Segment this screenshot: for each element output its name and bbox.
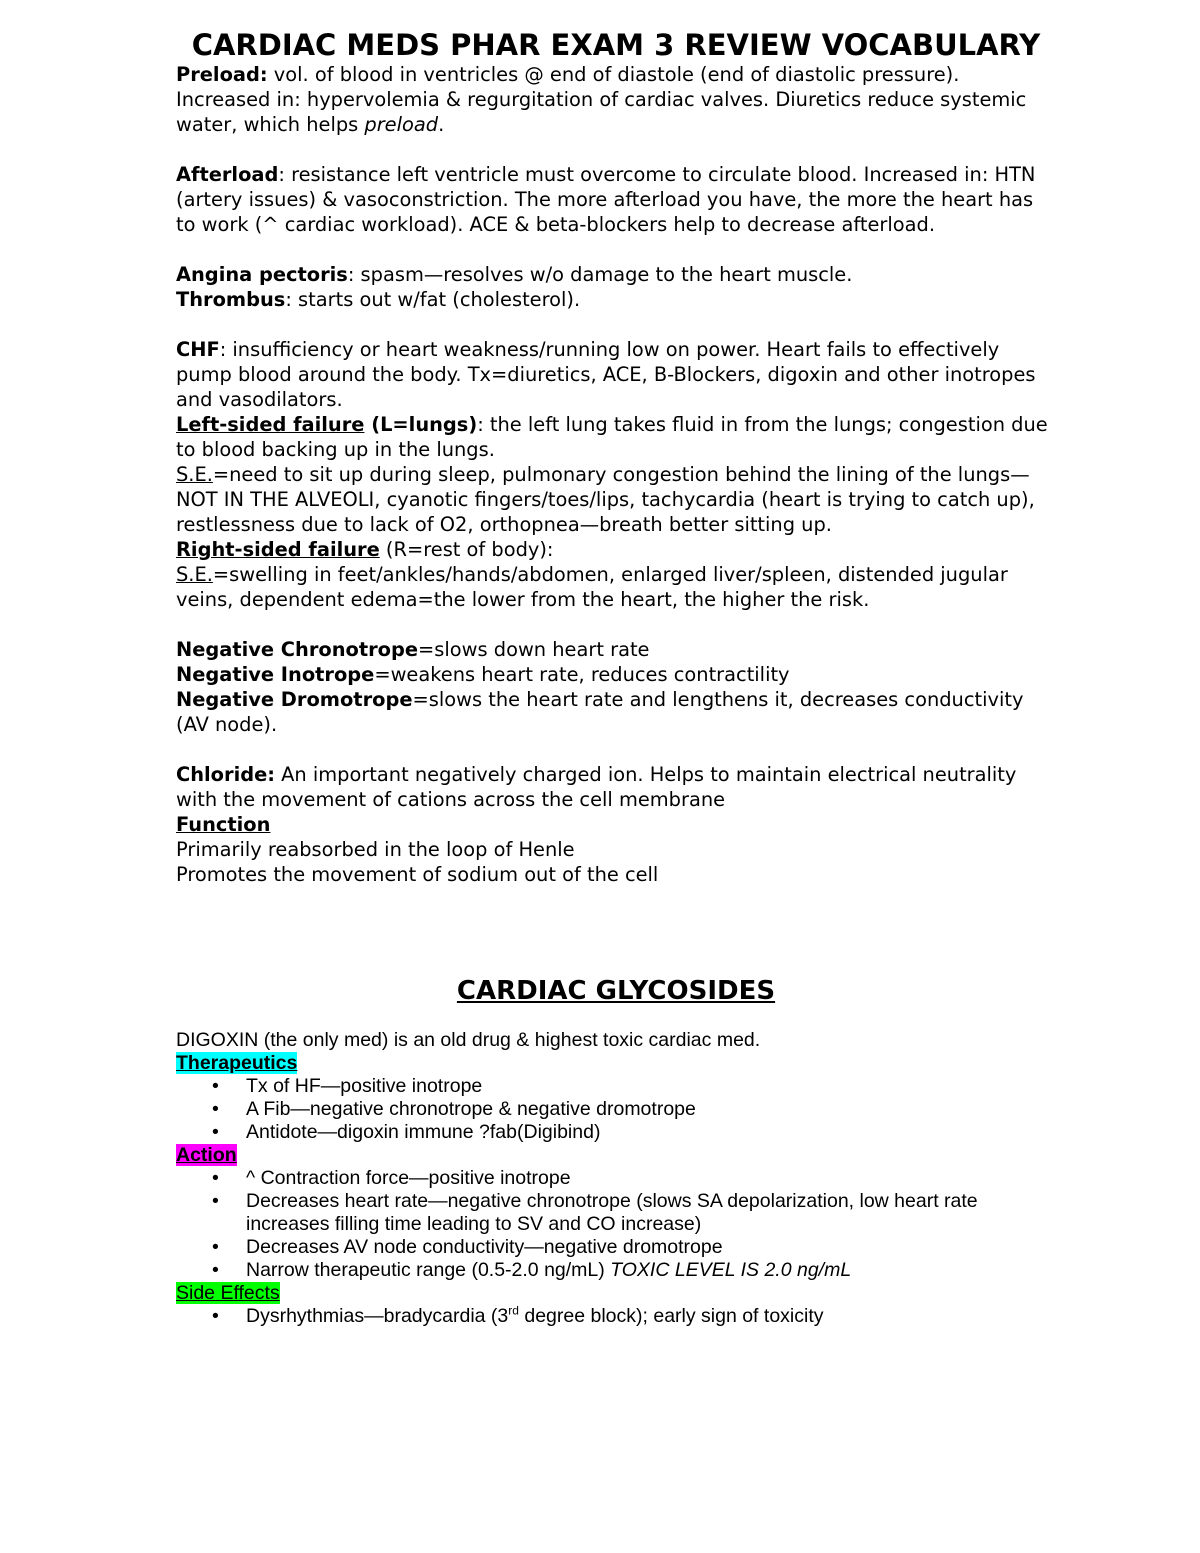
left-se-paragraph (176, 462, 1056, 537)
left-se-text: =need to sit up during sleep, pulmonary congestion behind the lining of the lungs—NOT IN THE ALVEOLI, cyanotic fingers/toes/lips, tachycardia (heart is trying to catch up), restlessness due to lack of O2, orthopnea—breath better sitting up. (176, 463, 1035, 536)
list-item: • Dysrhythmias—bradycardia (3rd degree block); early sign of toxicity (176, 1305, 1056, 1328)
action-label: Action (176, 1143, 237, 1166)
function-heading: Function (176, 813, 271, 836)
section-title-glycosides: CARDIAC GLYCOSIDES (456, 976, 776, 1006)
function-line-2: Promotes the movement of sodium out of the cell (176, 863, 659, 886)
preload-term: Preload: (176, 63, 268, 86)
therapeutics-label: Therapeutics (176, 1051, 298, 1074)
chloride-text: An important negatively charged ion. Helps to maintain electrical neutrality with the movement of cations across the cell membrane (176, 763, 1017, 811)
thrombus-paragraph (176, 287, 1056, 312)
list-item: • Antidote—digoxin immune ?fab(Digibind) (176, 1121, 1056, 1144)
thrombus-term: Thrombus (176, 288, 286, 311)
neg-dromotrope-term: Negative Dromotrope (176, 688, 413, 711)
list-item: • Narrow therapeutic range (0.5-2.0 ng/mL) TOXIC LEVEL IS 2.0 ng/mL (176, 1259, 1056, 1282)
neg-inotrope-term: Negative Inotrope (176, 663, 375, 686)
therapeutics-heading (176, 1052, 1056, 1075)
list-item: • ^ Contraction force—positive inotrope (176, 1167, 1056, 1190)
right-se-paragraph (176, 562, 1056, 612)
side-effects-heading (176, 1282, 1056, 1305)
list-item: • Decreases AV node conductivity—negative dromotrope (176, 1236, 1056, 1259)
angina-term: Angina pectoris (176, 263, 348, 286)
chf-paragraph (176, 337, 1056, 412)
preload-italic: preload (364, 113, 439, 136)
left-sided-text: : the left lung takes fluid in from the lungs; congestion due to blood backing up in the lungs. (176, 413, 1048, 461)
action-list (176, 1167, 1056, 1282)
therapeutics-list (176, 1075, 1056, 1144)
neg-chronotrope-paragraph: Negative Chronotrope=slows down heart rate (176, 638, 650, 661)
neg-inotrope-paragraph: Negative Inotrope=weakens heart rate, reduces contractility (176, 663, 790, 686)
afterload-paragraph (176, 162, 1056, 237)
right-sided-paragraph (176, 537, 1056, 562)
list-item: • A Fib—negative chronotrope & negative dromotrope (176, 1098, 1056, 1121)
side-effects-list (176, 1305, 1056, 1328)
right-se-label: S.E. (176, 563, 213, 586)
preload-text: vol. of blood in ventricles @ end of diastole (end of diastolic pressure). Increased in: hypervolemia & regurgitation of cardiac valves. Diuretics reduce systemic water, which helps (176, 63, 1027, 136)
angina-paragraph (176, 262, 1056, 287)
afterload-term: Afterload (176, 163, 279, 186)
chloride-term: Chloride: (176, 763, 275, 786)
chf-text: : insufficiency or heart weakness/running low on power. Heart fails to effectively pump blood around the body. Tx=diuretics, ACE, B-Blockers, digoxin and other inotropes and vasodilators. (176, 338, 1036, 411)
left-sided-term: Left-sided failure (176, 413, 365, 436)
action-heading (176, 1144, 1056, 1167)
list-item: • Decreases heart rate—negative chronotrope (slows SA depolarization, low heart rate increases filling time leading to SV and CO increase) (176, 1190, 1056, 1236)
glycosides-intro: DIGOXIN (the only med) is an old drug & highest toxic cardiac med. (176, 1028, 761, 1051)
function-line-1: Primarily reabsorbed in the loop of Henle (176, 838, 575, 861)
left-sided-paragraph (176, 412, 1056, 462)
right-se-text: =swelling in feet/ankles/hands/abdomen, enlarged liver/spleen, distended jugular veins, dependent edema=the lower from the heart, the higher the risk. (176, 563, 1008, 611)
afterload-text: : resistance left ventricle must overcome to circulate blood. Increased in: HTN (artery issues) & vasoconstriction. The more afterload you have, the more the heart has to work (^ cardiac workload). ACE & beta-blockers help to decrease afterload. (176, 163, 1036, 236)
thrombus-text: : starts out w/fat (cholesterol). (285, 288, 581, 311)
chloride-paragraph (176, 762, 1056, 812)
chf-term: CHF (176, 338, 220, 361)
side-effects-label: Side Effects (176, 1281, 280, 1304)
list-item: • Tx of HF—positive inotrope (176, 1075, 1056, 1098)
toxic-level-text: TOXIC LEVEL IS 2.0 ng/mL (610, 1258, 852, 1281)
left-sided-paren: (L=lungs) (364, 413, 478, 436)
right-sided-text: (R=rest of body): (379, 538, 554, 561)
preload-paragraph: Preload: vol. of blood in ventricles @ end of diastole (end of diastolic pressure). Increased in: hypervolemia & regurgitation of cardiac valves. Diuretics reduce systemic water, which helps preload. (176, 63, 1027, 136)
glycosides-section (176, 1029, 1056, 1328)
neg-dromotrope-paragraph: Negative Dromotrope=slows the heart rate and lengthens it, decreases conductivity (AV node). (176, 688, 1024, 736)
document-page (176, 28, 1056, 1328)
right-sided-term: Right-sided failure (176, 538, 380, 561)
angina-text: : spasm—resolves w/o damage to the heart muscle. (347, 263, 853, 286)
page-title: CARDIAC MEDS PHAR EXAM 3 REVIEW VOCABULARY (191, 28, 1041, 62)
left-se-label: S.E. (176, 463, 213, 486)
neg-chronotrope-term: Negative Chronotrope (176, 638, 419, 661)
